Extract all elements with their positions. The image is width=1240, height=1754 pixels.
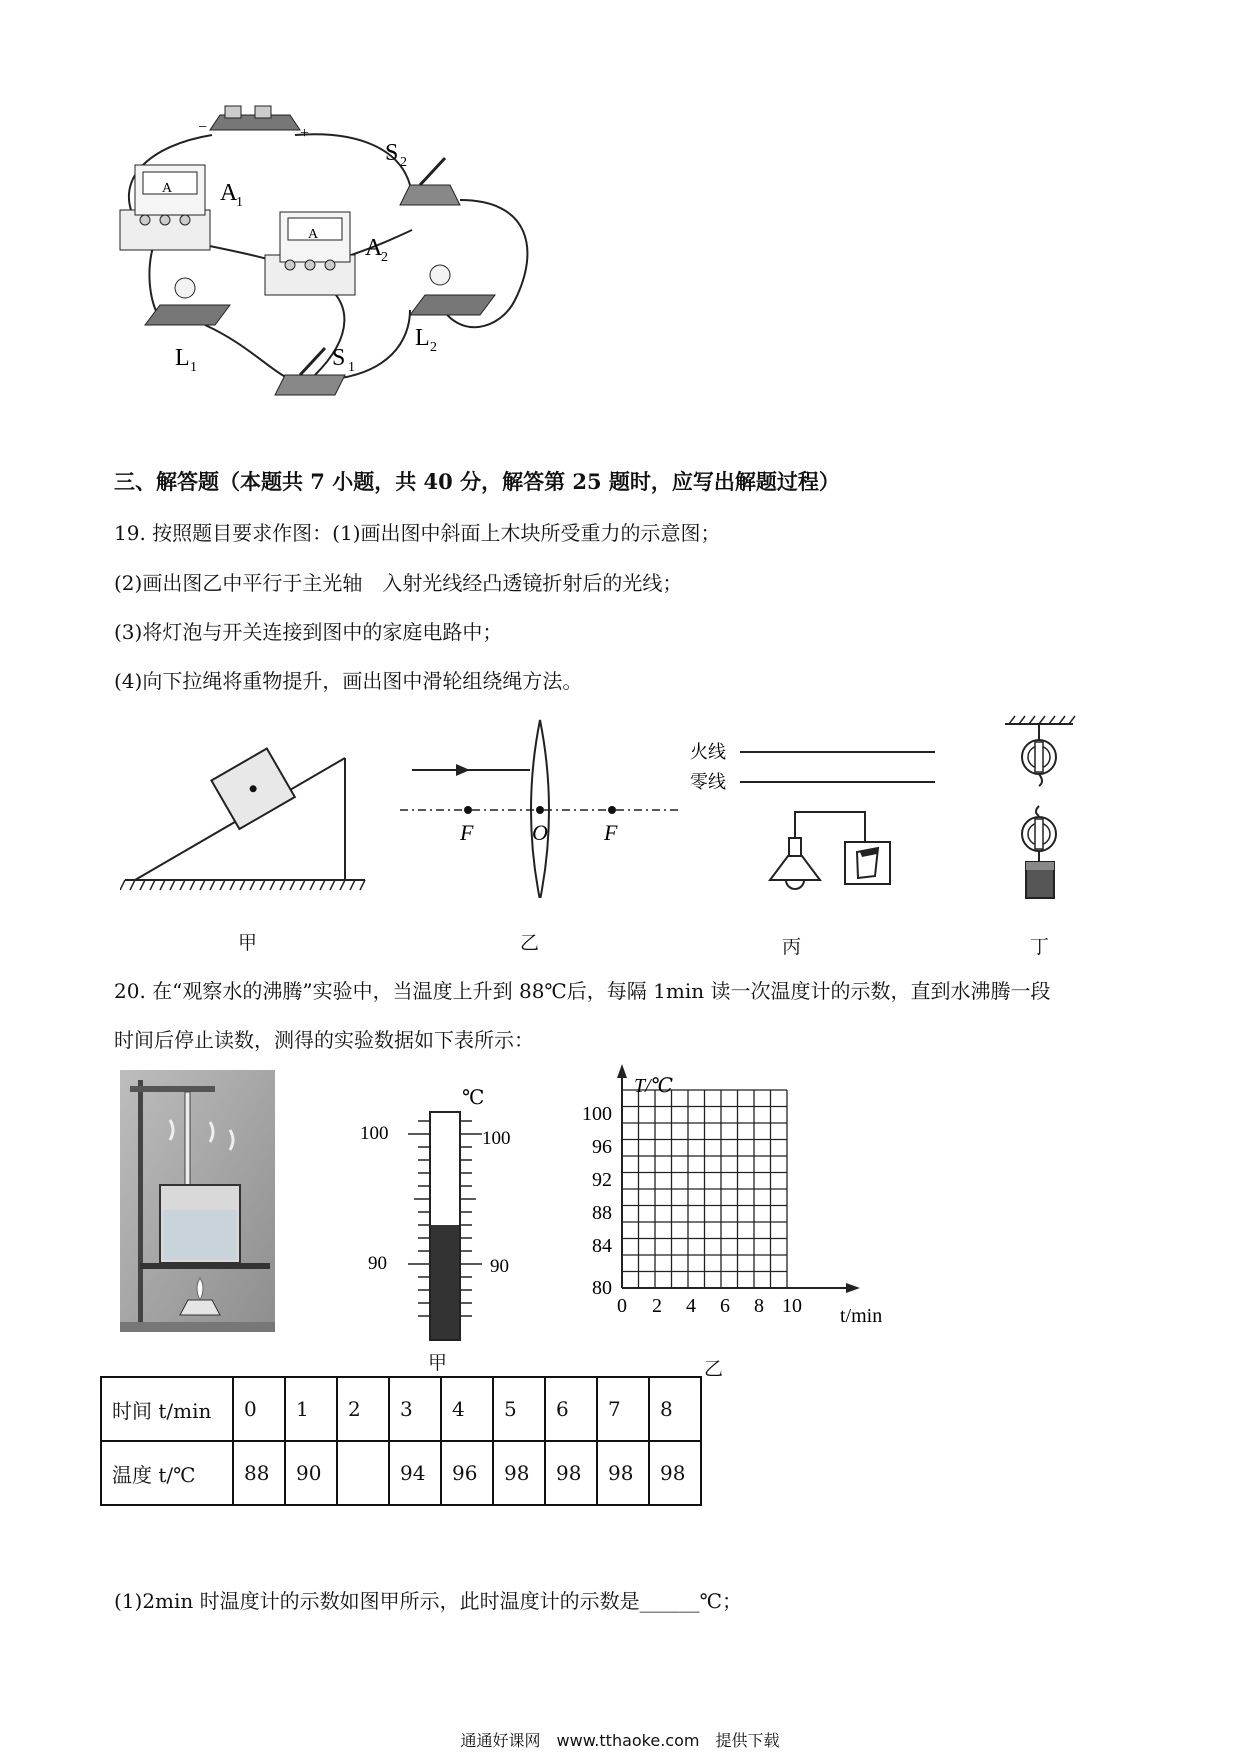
q19-line2: (2)画出图乙中平行于主光轴 入射光线经凸透镜折射后的光线；: [114, 571, 683, 595]
y-tick: 100: [582, 1103, 612, 1125]
svg-text:A: A: [162, 181, 173, 196]
table-cell: 0: [233, 1377, 285, 1441]
thermometer-100-right: 100: [482, 1128, 511, 1149]
table-cell: 98: [493, 1441, 545, 1505]
table-header-time: 时间 t/min: [101, 1377, 233, 1441]
household-circuit-figure: [690, 730, 940, 895]
fig-yi-label: 乙: [520, 932, 540, 954]
ammeter-a2: [265, 212, 388, 295]
table-cell: 96: [441, 1441, 493, 1505]
lens-figure: [400, 718, 680, 898]
switch-s1: [275, 345, 355, 395]
svg-text:2: 2: [430, 340, 437, 355]
optical-center-label: O: [532, 820, 548, 845]
x-tick: 2: [652, 1295, 662, 1317]
table-cell: 1: [285, 1377, 337, 1441]
lamp-l1: [145, 278, 230, 375]
neutral-wire-label: 零线: [690, 772, 726, 792]
y-tick: 92: [592, 1169, 612, 1191]
x-tick: 4: [686, 1295, 696, 1317]
table-cell: 88: [233, 1441, 285, 1505]
q20-sub1: (1)2min 时温度计的示数如图甲所示，此时温度计的示数是______℃；: [114, 1589, 743, 1613]
thermometer-unit: ℃: [462, 1087, 485, 1109]
fixed-pulley: [1022, 724, 1056, 786]
y-tick: 88: [592, 1202, 612, 1224]
table-cell: 5: [493, 1377, 545, 1441]
fig-jia-label: 甲: [238, 932, 258, 954]
q19-line1: 19. 按照题目要求作图：(1)画出图中斜面上木块所受重力的示意图；: [114, 521, 721, 545]
table-cell: 6: [545, 1377, 597, 1441]
boiling-apparatus-photo: [120, 1070, 275, 1332]
graph-x-axis-label: t/min: [840, 1305, 883, 1327]
svg-text:1: 1: [236, 195, 243, 210]
table-cell: 3: [389, 1377, 441, 1441]
q19-line3: (3)将灯泡与开关连接到图中的家庭电路中；: [114, 620, 503, 644]
y-tick: 80: [592, 1277, 612, 1299]
svg-text:2: 2: [400, 155, 407, 170]
table-cell: 8: [649, 1377, 701, 1441]
thermometer-figure: [350, 1082, 540, 1352]
focus-left-label: F: [460, 820, 474, 845]
y-tick: 96: [592, 1136, 612, 1158]
table-cell-blank: [337, 1441, 389, 1505]
table-cell: 90: [285, 1441, 337, 1505]
svg-text:1: 1: [190, 360, 197, 375]
svg-text:L: L: [175, 345, 190, 371]
x-tick: 6: [720, 1295, 730, 1317]
movable-pulley: [1022, 806, 1056, 862]
battery-plus: +: [300, 125, 310, 142]
thermometer-fig-label: 甲: [428, 1352, 448, 1374]
thermometer-90-left: 90: [368, 1253, 387, 1274]
table-cell: 2: [337, 1377, 389, 1441]
x-tick: 10: [782, 1295, 802, 1317]
x-tick: 0: [617, 1295, 627, 1317]
svg-text:A: A: [308, 227, 319, 242]
ammeter-a1: [120, 165, 243, 250]
table-cell: 98: [649, 1441, 701, 1505]
svg-text:A: A: [365, 235, 383, 261]
switch-s2: [385, 140, 460, 205]
svg-text:S: S: [385, 140, 399, 166]
svg-text:2: 2: [381, 250, 388, 265]
section-heading: 三、解答题（本题共 7 小题，共 40 分，解答第 25 题时，应写出解题过程）: [114, 469, 840, 494]
table-row: [101, 1377, 701, 1441]
lamp-l2: [410, 265, 495, 355]
graph-y-axis-label: T/℃: [634, 1075, 674, 1097]
weight-block: [1026, 862, 1054, 898]
table-cell: 94: [389, 1441, 441, 1505]
live-wire-label: 火线: [690, 742, 726, 762]
fig-ding-label: 丁: [1030, 936, 1050, 958]
svg-text:S: S: [332, 345, 346, 371]
thermometer-100-left: 100: [360, 1123, 389, 1144]
incline-figure: [120, 718, 370, 898]
wooden-block: [211, 749, 294, 829]
temperature-table: [100, 1376, 702, 1506]
graph-fig-label: 乙: [704, 1358, 724, 1380]
table-row: [101, 1441, 701, 1505]
table-cell: 98: [545, 1441, 597, 1505]
page-footer: 通通好课网 www.tthaoke.com 提供下载: [460, 1731, 780, 1750]
table-cell: 98: [597, 1441, 649, 1505]
table-cell: 7: [597, 1377, 649, 1441]
svg-text:L: L: [415, 325, 430, 351]
fig-bing-label: 丙: [782, 936, 802, 958]
svg-text:A: A: [220, 180, 238, 206]
focus-right-label: F: [604, 820, 618, 845]
battery-minus: −: [198, 119, 208, 136]
table-header-temperature: 温度 t/℃: [101, 1441, 233, 1505]
circuit-figure: [110, 100, 610, 455]
q20-line1: 20. 在“观察水的沸腾”实验中，当温度上升到 88℃后，每隔 1min 读一次温度计的示数，直到水沸腾一段: [114, 979, 1051, 1003]
pulley-figure: [995, 712, 1085, 922]
temperature-graph: [570, 1060, 890, 1360]
q20-line2: 时间后停止读数，测得的实验数据如下表所示：: [114, 1028, 534, 1052]
table-cell: 4: [441, 1377, 493, 1441]
thermometer-90-right: 90: [490, 1256, 509, 1277]
thermometer-mercury: [431, 1225, 459, 1339]
x-tick: 8: [754, 1295, 764, 1317]
q19-line4: (4)向下拉绳将重物提升，画出图中滑轮组绕绳方法。: [114, 669, 583, 693]
wall-switch-icon: [845, 842, 890, 884]
y-tick: 84: [592, 1235, 612, 1257]
svg-text:1: 1: [348, 360, 355, 375]
